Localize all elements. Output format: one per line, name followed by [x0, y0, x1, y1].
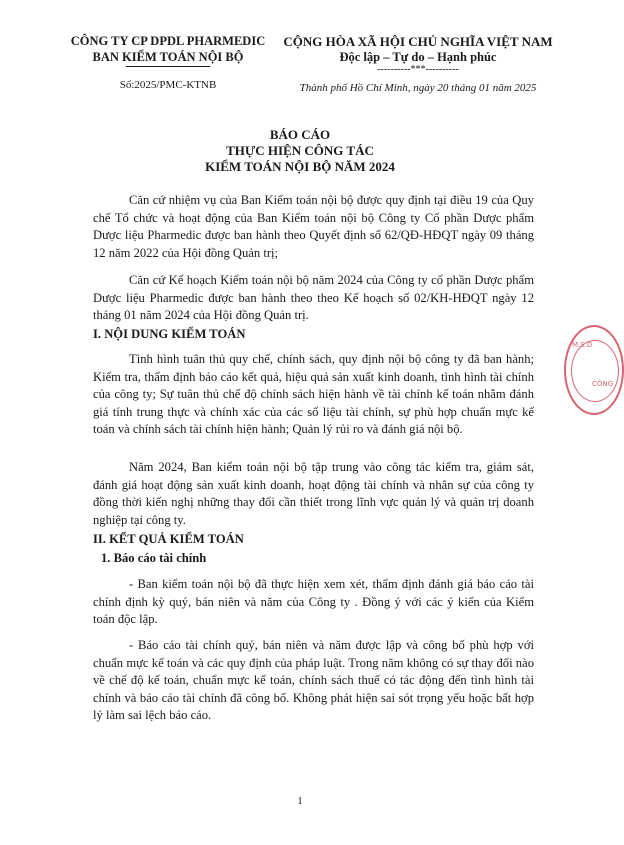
nation-title: CỘNG HÒA XÃ HỘI CHỦ NGHĨA VIỆT NAM — [283, 34, 553, 49]
section-1-paragraph-1: Tình hình tuân thủ quy chế, chính sách, quy định nội bộ công ty đã ban hành; Kiểm tra, thẩm định báo cáo kết quả, hiệu quả sản xuất kinh doanh, tình hình tài chính của công ty; Sự tuân thủ chế độ chính sách hiện hành về tài chính kế toán nhằm đánh giá tính trung thực và chính xác của các số liệu tài chính, sự phù hợp chuẩn mực kế toán và chính sách tài chính hiện hành; Quản lý rủi ro và đánh giá nội bộ. — [93, 352, 534, 436]
company-underline — [126, 66, 210, 67]
subsection-1-heading: 1. Báo cáo tài chính — [101, 551, 207, 565]
stamp-text-top: M.S.D — [572, 341, 593, 349]
nation-motto: Độc lập – Tự do – Hạnh phúc — [339, 50, 497, 64]
department-name: BAN KIỂM TOÁN NỘI BỘ — [92, 50, 244, 64]
place-date: Thành phố Hồ Chí Minh, ngày 20 tháng 01 năm 2025 — [299, 82, 537, 94]
company-stamp — [564, 325, 624, 415]
intro-paragraph-1: Căn cứ nhiệm vụ của Ban Kiểm toán nội bộ được quy định tại điều 19 của Quy chế Tổ chức và hoạt động của Ban Kiểm toán nội bộ Công ty Cổ phần Dược phẩm Dược liệu Pharmedic được ban hành theo Quyết định số 62/QĐ-HĐQT ngày 09 tháng 12 năm 2022 của Hội đồng Quản trị; — [93, 193, 534, 260]
section-2-heading: II. KẾT QUẢ KIỂM TOÁN — [93, 532, 244, 546]
report-subtitle: THỰC HIỆN CÔNG TÁC — [226, 143, 374, 158]
company-name: CÔNG TY CP DPDL PHARMEDIC — [70, 34, 266, 48]
subsection-1-paragraph-1: - Ban kiểm toán nội bộ đã thực hiện xem xét, thẩm định đánh giá báo cáo tài chính định kỳ quý, bán niên và năm của Công ty . Đồng ý với các ý kiến của Kiểm toán độc lập. — [93, 577, 534, 626]
intro-paragraph-2: Căn cứ Kế hoạch Kiểm toán nội bộ năm 2024 của Công ty cổ phần Dược phẩm Dược liệu Pharmedic được ban hành theo theo Kế hoạch số 02/KH-HĐQT ngày 12 tháng 01 năm 2024 của Hội đồng Quản trị. — [93, 273, 534, 322]
section-1-heading: I. NỘI DUNG KIỂM TOÁN — [93, 327, 246, 341]
motto-separator: ----------***---------- — [377, 64, 459, 75]
report-subtitle-year: KIỂM TOÁN NỘI BỘ NĂM 2024 — [205, 159, 395, 174]
report-title: BÁO CÁO — [269, 127, 331, 142]
section-1-paragraph-2: Năm 2024, Ban kiểm toán nội bộ tập trung vào công tác kiểm tra, giám sát, đánh giá hoạt động sản xuất kinh doanh, hoạt động tài chính và nhân sự của công ty đồng thời kiến nghị những thay đổi cần thiết trong lĩnh vực quản lý và quản trị doanh nghiệp tại công ty. — [93, 460, 534, 527]
document-number: Số:2025/PMC-KTNB — [119, 79, 217, 91]
stamp-inner-ring — [571, 340, 619, 402]
page-number: 1 — [297, 795, 303, 807]
subsection-1-paragraph-2: - Báo cáo tài chính quý, bán niên và năm được lập và công bố phù hợp với chuẩn mực kế toán và các quy định của pháp luật. Trong năm không có sự thay đổi nào về chế độ kế toán, chuẩn mực kế toán, chính sách thuế có tác động đến tình hình tài chính và báo cáo tài chính đã công bố. Không phát hiện sai sót trọng yếu hoặc bất hợp lý làm sai lệch báo cáo. — [93, 638, 534, 722]
stamp-text-side: CÔNG — [592, 380, 614, 388]
